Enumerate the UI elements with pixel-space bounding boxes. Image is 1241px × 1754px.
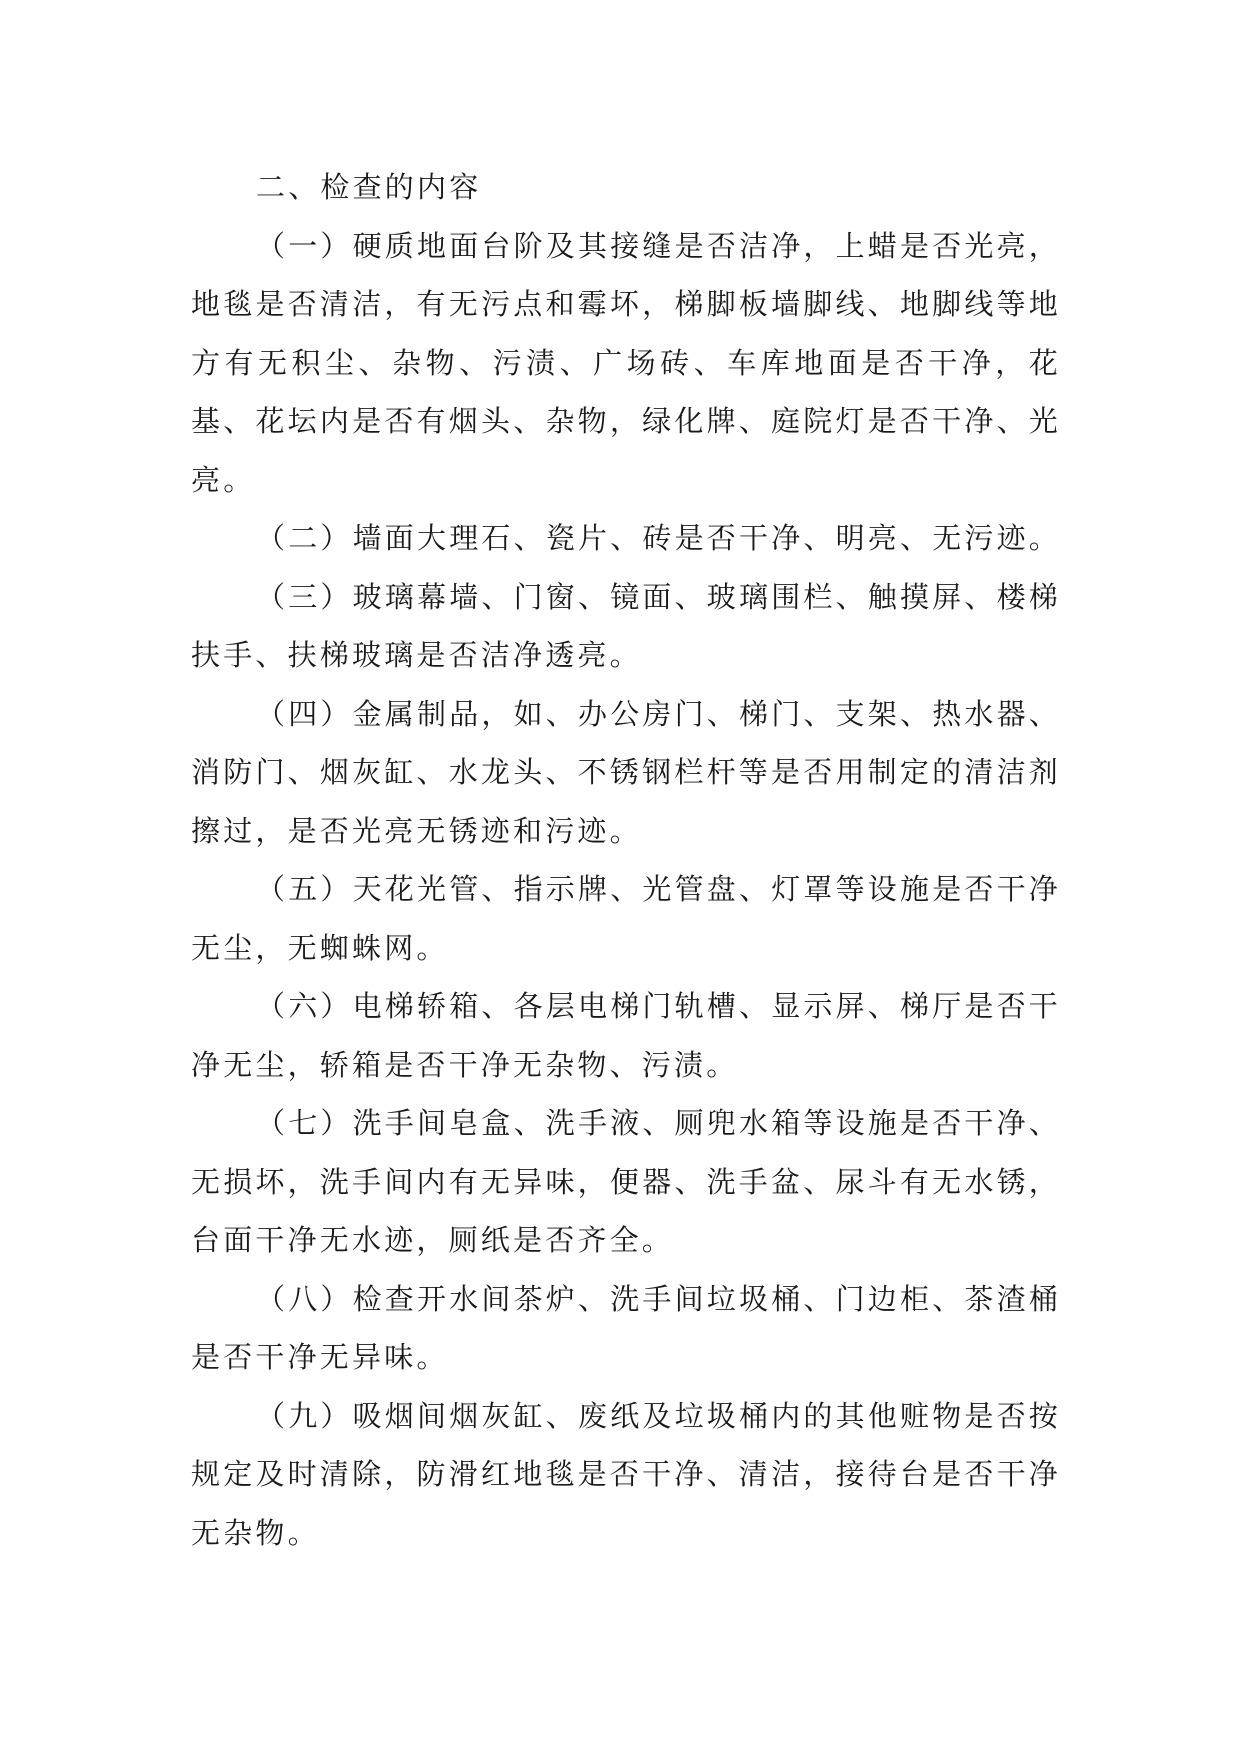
paragraph-item-2: （二）墙面大理石、瓷片、砖是否干净、明亮、无污迹。 <box>256 521 1062 555</box>
paragraph-item-7: （七）洗手间皂盒、洗手液、厕兜水箱等设施是否干净、无损坏，洗手间内有无异味，便器、洗手盆、尿斗有无水锈，台面干净无水迹，厕纸是否齐全。 <box>191 1106 1062 1257</box>
paragraph-item-9: （九）吸烟间烟灰缸、废纸及垃圾桶内的其他赃物是否按规定及时清除，防滑红地毯是否干净、清洁，接待台是否干净无杂物。 <box>191 1398 1062 1550</box>
paragraph-item-4: （四）金属制品，如、办公房门、梯门、支架、热水器、消防门、烟灰缸、水龙头、不锈钢栏杆等是否用制定的清洁剂擦过，是否光亮无锈迹和污迹。 <box>191 696 1062 848</box>
paragraph-item-6: （六）电梯轿箱、各层电梯门轨槽、显示屏、梯厅是否干净无尘，轿箱是否干净无杂物、污渍。 <box>191 989 1062 1082</box>
document-body <box>191 158 1061 1562</box>
paragraph-item-1: （一）硬质地面台阶及其接缝是否洁净，上蜡是否光亮，地毯是否清洁，有无污点和霉坏，梯脚板墙脚线、地脚线等地方有无积尘、杂物、污渍、广场砖、车库地面是否干净，花基、花坛内是否有烟头、杂物，绿化牌、庭院灯是否干净、光亮。 <box>191 228 1062 497</box>
paragraph-item-5: （五）天花光管、指示牌、光管盘、灯罩等设施是否干净无尘，无蜘蛛网。 <box>191 872 1062 965</box>
paragraph-item-8: （八）检查开水间茶炉、洗手间垃圾桶、门边柜、茶渣桶是否干净无异味。 <box>191 1281 1062 1374</box>
paragraph-item-3: （三）玻璃幕墙、门窗、镜面、玻璃围栏、触摸屏、楼梯扶手、扶梯玻璃是否洁净透亮。 <box>191 579 1062 672</box>
section-heading: 二、检查的内容 <box>256 170 482 204</box>
